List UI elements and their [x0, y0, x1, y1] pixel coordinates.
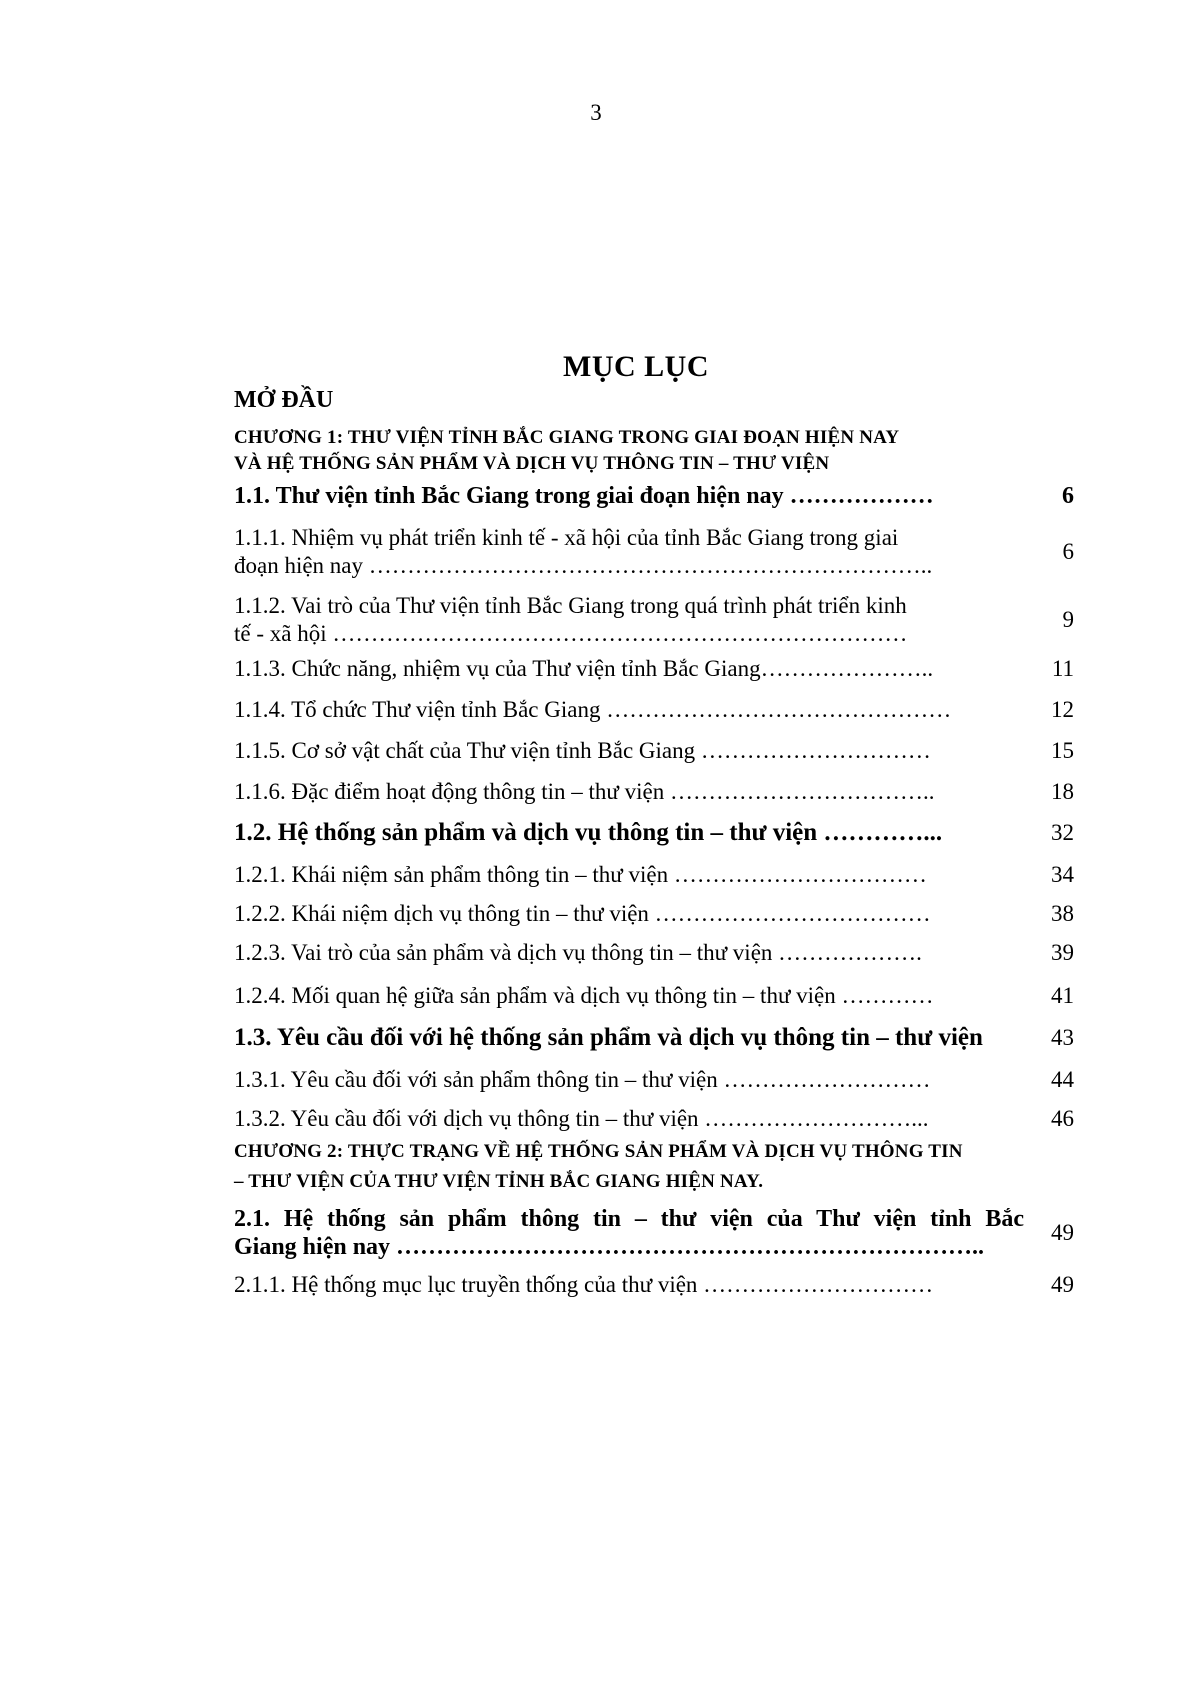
toc-entry-page: 41	[1051, 983, 1074, 1008]
toc-entry-page: 49	[1051, 1272, 1074, 1297]
toc-entry-page: 6	[1062, 539, 1074, 564]
toc-entry-text: 1.2.1. Khái niệm sản phẩm thông tin – thư viện ……………………………	[234, 862, 927, 887]
toc-entry-line-2: Giang hiện nay ………………………………………………………………..	[234, 1234, 985, 1260]
toc-entry-page: 49	[1051, 1220, 1074, 1245]
toc-entry-page: 39	[1051, 940, 1074, 965]
toc-entry-text: 1.3. Yêu cầu đối với hệ thống sản phẩm và dịch vụ thông tin – thư viện	[234, 1024, 983, 1051]
toc-entry-text: 1.2. Hệ thống sản phẩm và dịch vụ thông tin – thư viện …………...	[234, 819, 943, 846]
toc-entry-text: 1.2.2. Khái niệm dịch vụ thông tin – thư viện ………………………………	[234, 901, 931, 926]
toc-entry-page: 11	[1051, 656, 1074, 681]
chapter-2-heading	[234, 1137, 1104, 1197]
toc-entry-text: 1.1. Thư viện tỉnh Bắc Giang trong giai đoạn hiện nay ………………	[234, 483, 934, 509]
chapter-1-line-1: CHƯƠNG 1: THƯ VIỆN TỈNH BẮC GIANG TRONG GIAI ĐOẠN HIỆN NAY	[234, 427, 900, 448]
toc-entry-page: 9	[1062, 607, 1074, 632]
intro-heading: MỞ ĐẦU	[234, 387, 334, 413]
chapter-2-line-2: – THƯ VIỆN CỦA THƯ VIỆN TỈNH BẮC GIANG HIỆN NAY.	[234, 1171, 764, 1192]
toc-entry-text	[234, 524, 1024, 580]
toc-entry-page: 34	[1051, 862, 1074, 887]
toc-entry-line-2: tế - xã hội …………………………………………………………………	[234, 621, 908, 646]
toc-entry-page: 18	[1051, 779, 1074, 804]
toc-entry-page: 43	[1051, 1025, 1074, 1050]
toc-entry-page: 15	[1051, 738, 1074, 763]
toc-entry-text: 1.1.3. Chức năng, nhiệm vụ của Thư viện tỉnh Bắc Giang…………………..	[234, 656, 934, 681]
chapter-1-heading	[234, 425, 1074, 477]
toc-entry-text: 1.2.4. Mối quan hệ giữa sản phẩm và dịch vụ thông tin – thư viện …………	[234, 983, 934, 1008]
toc-entry-text: 1.1.6. Đặc điểm hoạt động thông tin – thư viện ……………………………..	[234, 779, 935, 804]
toc-entry-page: 6	[1062, 483, 1074, 509]
toc-entry-page: 46	[1051, 1106, 1074, 1131]
toc-entry-line-1: 1.1.2. Vai trò của Thư viện tỉnh Bắc Giang trong quá trình phát triển kinh	[234, 593, 907, 618]
page-number: 3	[590, 100, 602, 125]
toc-entry-text: 1.3.2. Yêu cầu đối với dịch vụ thông tin – thư viện ………………………...	[234, 1106, 929, 1131]
toc-title: MỤC LỤC	[563, 350, 709, 383]
toc-entry-page: 38	[1051, 901, 1074, 926]
toc-entry-line-2: đoạn hiện nay ………………………………………………………………..	[234, 553, 933, 578]
toc-entry-text: 1.1.5. Cơ sở vật chất của Thư viện tỉnh Bắc Giang …………………………	[234, 738, 931, 763]
toc-entry-text: 1.3.1. Yêu cầu đối với sản phẩm thông tin – thư viện ………………………	[234, 1067, 931, 1092]
toc-entry-text: 1.1.4. Tổ chức Thư viện tỉnh Bắc Giang ………………………………………	[234, 697, 952, 722]
chapter-2-line-1: CHƯƠNG 2: THỰC TRẠNG VỀ HỆ THỐNG SẢN PHẨM VÀ DỊCH VỤ THÔNG TIN	[234, 1141, 963, 1162]
toc-entry-line-1: 1.1.1. Nhiệm vụ phát triển kinh tế - xã hội của tỉnh Bắc Giang trong giai	[234, 525, 899, 550]
toc-entry-text: 2.1.1. Hệ thống mục lục truyền thống của thư viện …………………………	[234, 1272, 934, 1297]
toc-entry-page: 44	[1051, 1067, 1074, 1092]
toc-entry-text	[234, 1205, 1024, 1261]
toc-entry-text: 1.2.3. Vai trò của sản phẩm và dịch vụ thông tin – thư viện ……………….	[234, 940, 922, 965]
chapter-1-line-2: VÀ HỆ THỐNG SẢN PHẨM VÀ DỊCH VỤ THÔNG TIN – THƯ VIỆN	[234, 453, 830, 474]
toc-entry-line-1: 2.1. Hệ thống sản phẩm thông tin – thư viện của Thư viện tỉnh Bắc	[234, 1206, 1024, 1232]
toc-entry-page: 32	[1051, 820, 1074, 845]
toc-entry-page: 12	[1051, 697, 1074, 722]
toc-entry-text	[234, 592, 1024, 648]
